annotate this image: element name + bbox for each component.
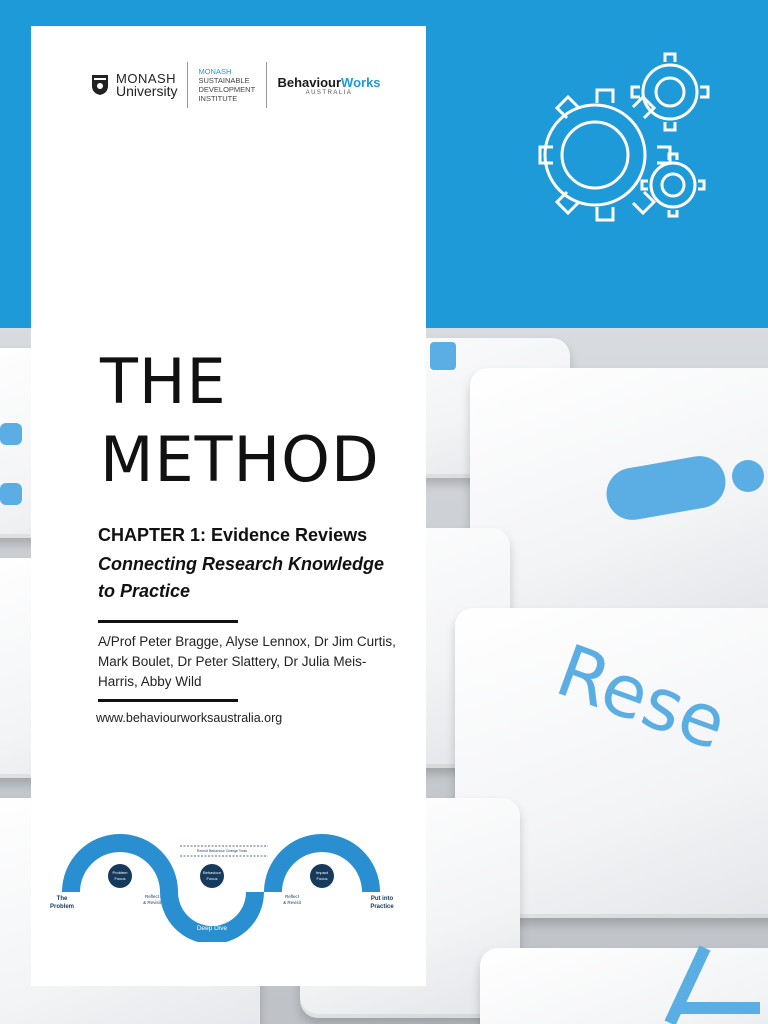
monash-wordmark: MONASH xyxy=(116,71,177,86)
exploration-label: Exploration xyxy=(103,823,137,830)
flask-icon xyxy=(650,928,768,1024)
gears-icon xyxy=(535,50,715,230)
key-glyph-icon xyxy=(430,338,460,378)
recruit-tools-label: Recruit Behaviour Change Tools xyxy=(196,849,248,853)
logo-bar xyxy=(90,62,381,108)
impact-focus-label: Impact xyxy=(315,870,329,875)
chapter-subtitle: Connecting Research Knowledge to Practice xyxy=(98,554,385,601)
problem-focus-label: Problem xyxy=(112,870,128,875)
reflect-revisit-label: & Revisit xyxy=(143,900,161,905)
behaviourworks-logo xyxy=(277,75,380,96)
reflect-revisit-label: Reflect xyxy=(284,894,300,899)
authors-list: A/Prof Peter Bragge, Alyse Lennox, Dr Jim Curtis, Mark Boulet, Dr Peter Slattery, Dr Julia Meis-Harris, Abby Wild xyxy=(98,634,396,689)
title-line: THE xyxy=(100,345,227,418)
key-label: Rese xyxy=(546,628,738,767)
monash-logo xyxy=(90,72,177,98)
put-into-practice-label: Practice xyxy=(370,904,394,910)
monash-crest-icon xyxy=(90,74,110,96)
bw-wordmark-part1: Behaviour xyxy=(277,74,342,90)
impact-focus-label: Focus xyxy=(316,876,328,881)
pill-icon xyxy=(600,438,768,528)
key-glyph-icon xyxy=(0,423,30,523)
application-label: Application xyxy=(306,823,338,830)
divider-rule xyxy=(98,620,238,623)
problem-focus-label: Focus xyxy=(114,876,126,881)
cover-title xyxy=(100,343,380,499)
divider-rule xyxy=(98,699,238,702)
bw-subtext: AUSTRALIA xyxy=(305,89,353,96)
behaviour-focus-label: Behaviour xyxy=(202,870,222,875)
chapter-title: CHAPTER 1: Evidence Reviews xyxy=(98,525,368,545)
logo-divider xyxy=(266,62,267,108)
monash-university-text: University xyxy=(116,83,178,99)
msdi-logo xyxy=(198,67,256,103)
bw-wordmark-part2: Works xyxy=(341,74,381,90)
reflect-revisit-label: & Revisit xyxy=(283,900,301,905)
small-gear-top-icon xyxy=(632,54,708,130)
deep-dive-label: Deep Dive xyxy=(196,925,228,932)
msdi-line: INSTITUTE xyxy=(198,94,238,103)
the-problem-label: Problem xyxy=(49,904,75,910)
method-diagram xyxy=(42,800,412,942)
the-problem-label: The xyxy=(56,896,68,902)
logo-divider xyxy=(187,62,188,108)
reflect-revisit-label: Reflect xyxy=(144,894,160,899)
title-line: METHOD xyxy=(100,423,380,496)
msdi-line: MONASH xyxy=(198,67,232,76)
behaviour-focus-label: Focus xyxy=(206,876,218,881)
msdi-line: SUSTAINABLE xyxy=(198,76,250,85)
put-into-practice-label: Put into xyxy=(370,896,394,902)
msdi-line: DEVELOPMENT xyxy=(198,85,256,94)
website-link[interactable]: www.behaviourworksaustralia.org xyxy=(96,711,283,725)
